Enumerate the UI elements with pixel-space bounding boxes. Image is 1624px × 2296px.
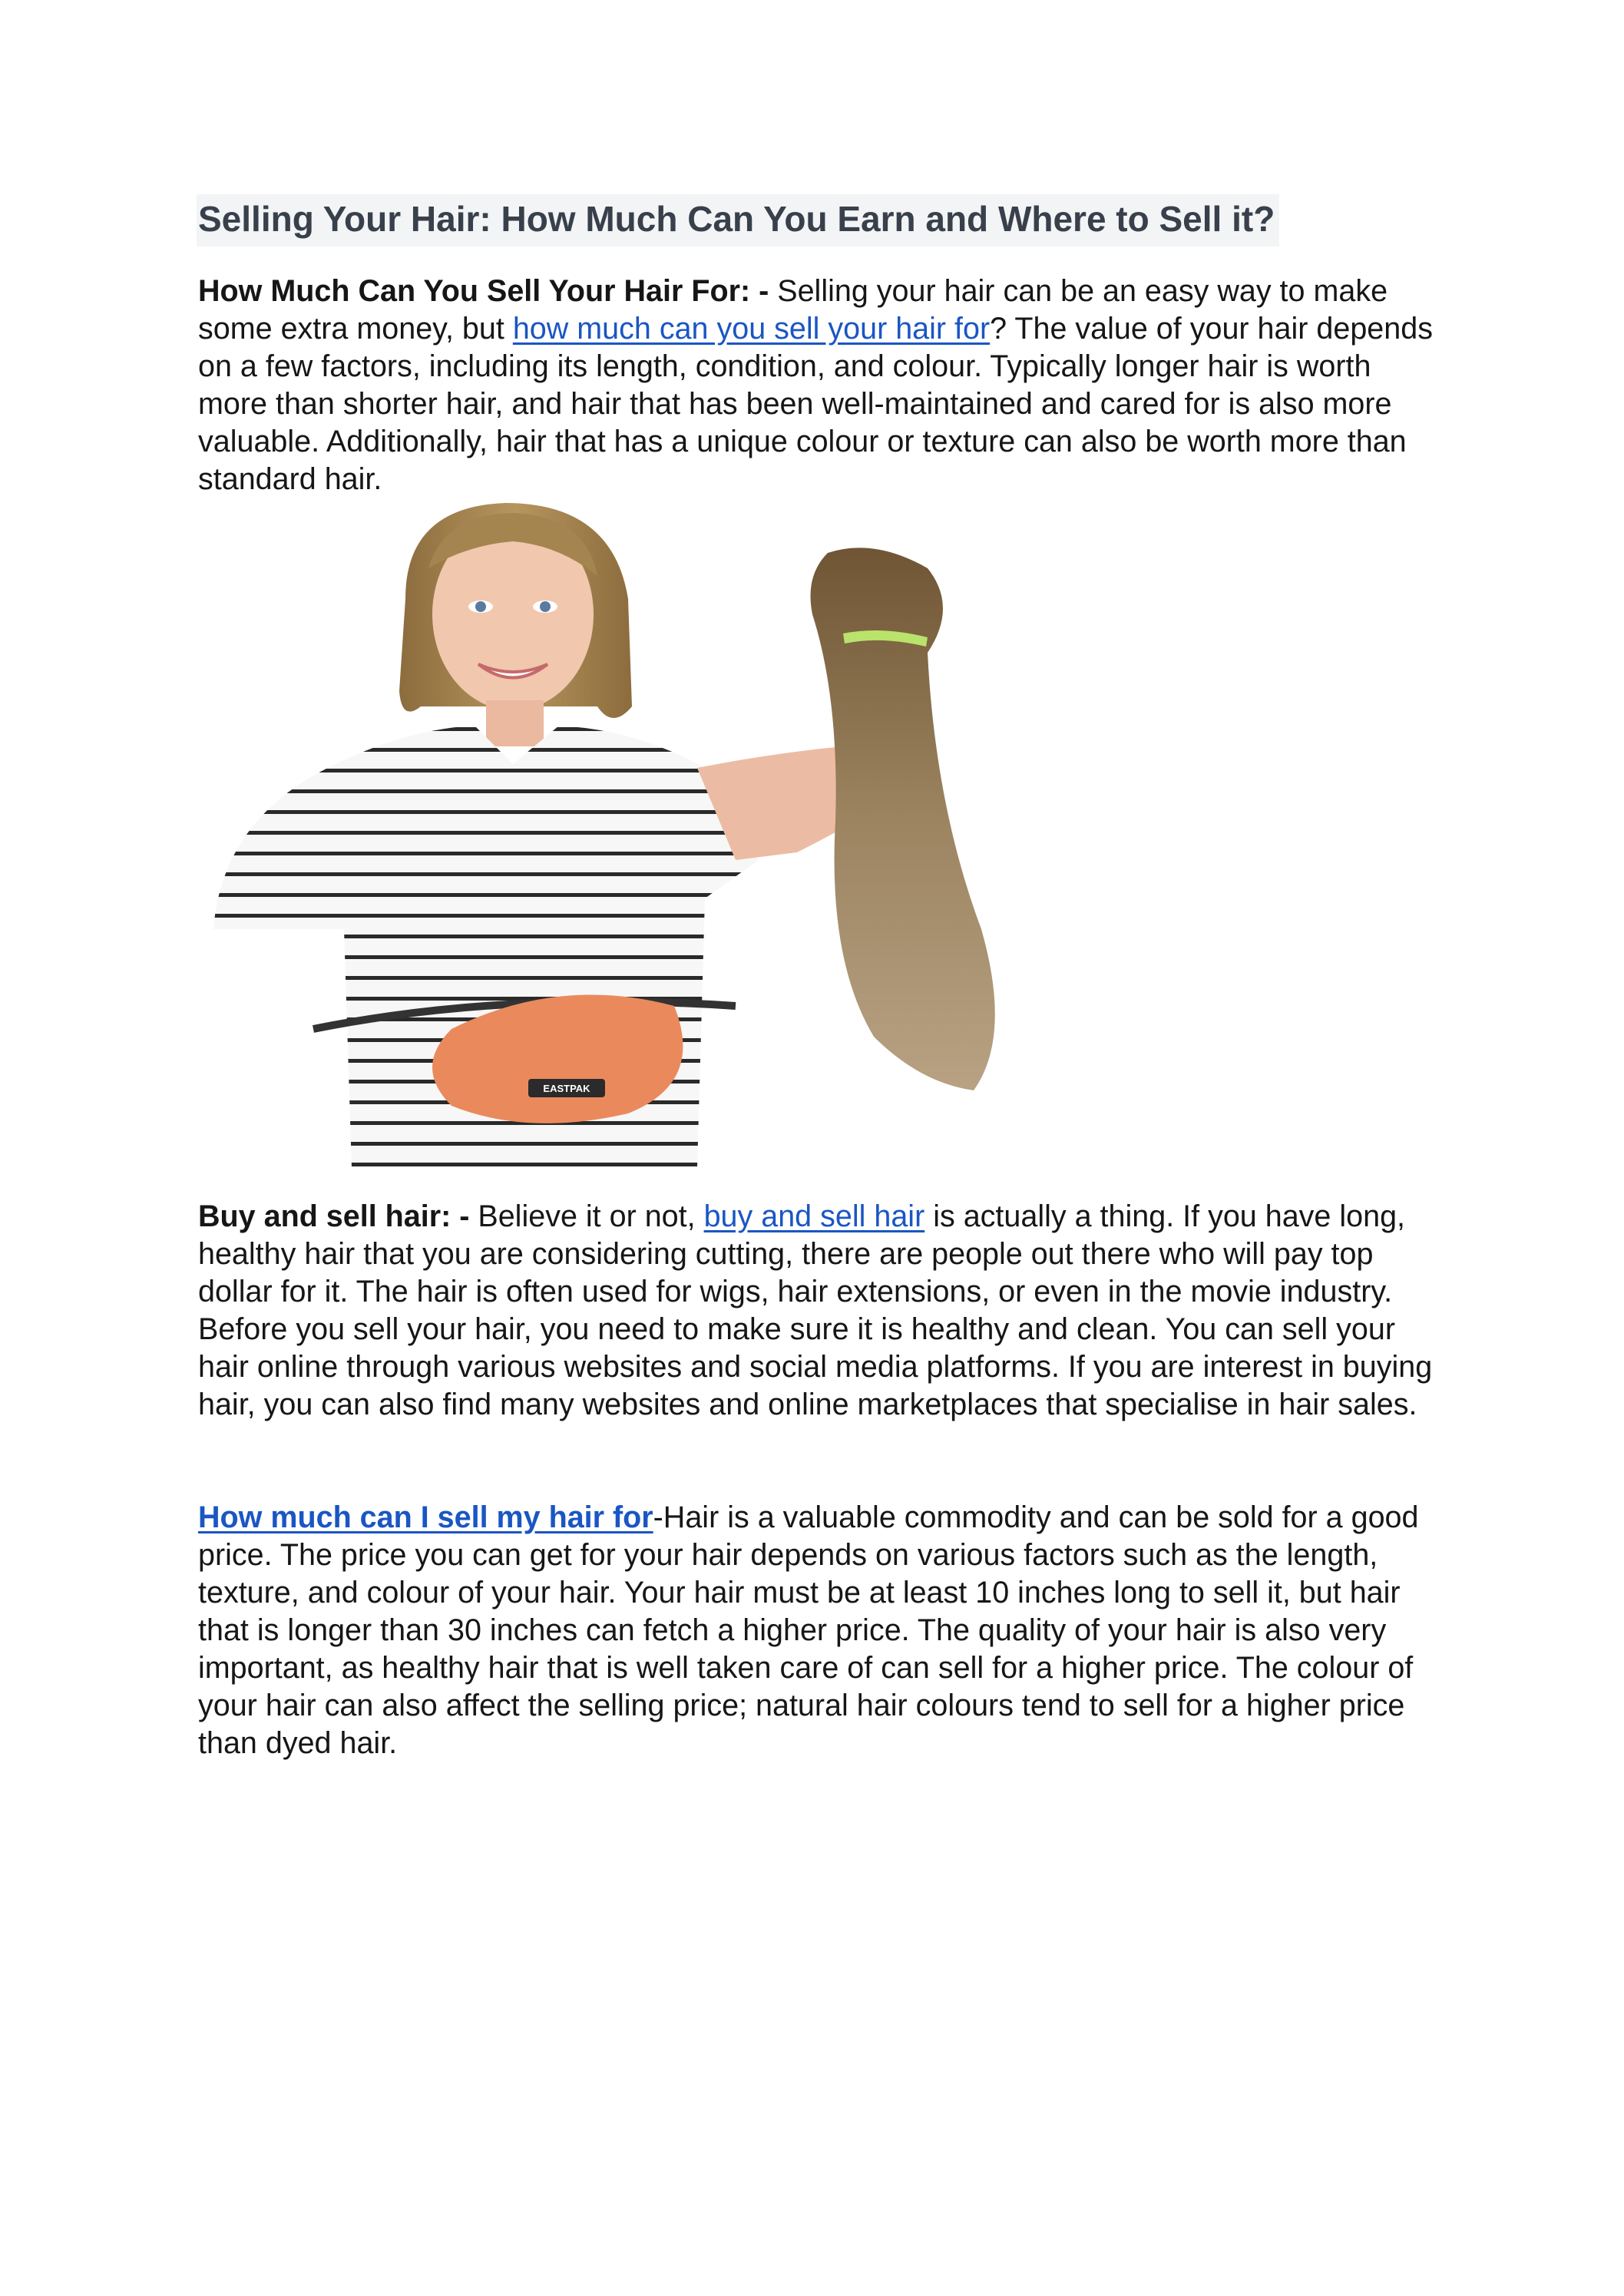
- bag-logo-text: EASTPAK: [543, 1083, 590, 1094]
- paragraph-text: ? The value of your hair depends on a few factors, including its length, condition, and colour. Typically longer hair is worth more than shorter hair, and hair that has been well-maintained and cared for is also more valuable. Additionally, hair that has a unique colour or texture can also be worth more than standard hair.: [198, 312, 1433, 496]
- paragraph-heading: How Much Can You Sell Your Hair For: -: [198, 274, 778, 308]
- paragraph-text: is actually a thing. If you have long, healthy hair that you are considering cutting, there are people out there who will pay top dollar for it. The hair is often used for wigs, hair extensions, or even in the movie industry. Before you sell your hair, you need to make sure it is healthy and clean. You can sell your hair online through various websites and social media platforms. If you are interest in buying hair, you can also find many websites and online marketplaces that specialise in hair sales.: [198, 1199, 1433, 1421]
- paragraph-how-much-i-sell: [198, 1499, 1442, 1762]
- paragraph-text: Believe it or not,: [478, 1199, 704, 1233]
- paragraph-heading: Buy and sell hair: -: [198, 1199, 478, 1233]
- hair-photo: [198, 499, 1396, 1167]
- page-title: Selling Your Hair: How Much Can You Earn and Where to Sell it?: [197, 194, 1279, 246]
- paragraph-how-much: [198, 273, 1442, 498]
- paragraph-text: -Hair is a valuable commodity and can be sold for a good price. The price you can get for your hair depends on various factors such as the length, texture, and colour of your hair. Your hair must be at least 10 inches long to sell it, but hair that is longer than 30 inches can fetch a higher price. The quality of your hair is also very important, as healthy hair that is well taken care of can sell for a higher price. The colour of your hair can also affect the selling price; natural hair colours tend to sell for a higher price than dyed hair.: [198, 1500, 1419, 1760]
- link-how-much-sell-hair[interactable]: how much can you sell your hair for: [512, 312, 991, 346]
- link-how-much-i-sell-hair[interactable]: How much can I sell my hair for: [198, 1500, 653, 1534]
- link-buy-and-sell-hair[interactable]: buy and sell hair: [703, 1199, 925, 1233]
- paragraph-text: Selling your hair can be an easy way to make some extra money, but: [198, 274, 1388, 346]
- paragraph-buy-sell: [198, 1198, 1442, 1424]
